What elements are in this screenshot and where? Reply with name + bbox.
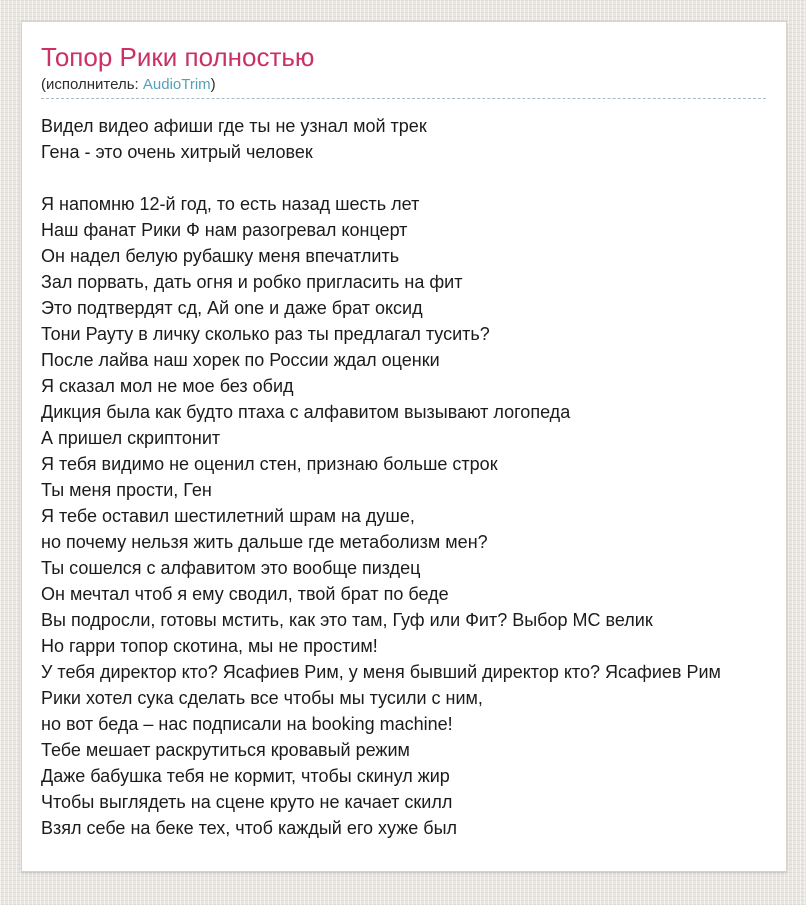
lyric-line: Я сказал мол не мое без обид <box>41 376 294 396</box>
lyric-line: Вы подросли, готовы мстить, как это там, Гуф или Фит? Выбор МС велик <box>41 610 653 630</box>
lyric-line: Но гарри топор скотина, мы не простим! <box>41 636 378 656</box>
lyric-line: Взял себе на беке тех, чтоб каждый его хуже был <box>41 818 458 838</box>
lyric-line: Я тебя видимо не оценил стен, признаю больше строк <box>41 454 498 474</box>
artist-line <box>41 75 766 94</box>
lyric-line: Видел видео афиши где ты не узнал мой трек <box>41 116 427 136</box>
header <box>41 42 766 99</box>
lyrics-card <box>21 21 787 872</box>
artist-link[interactable]: AudioTrim <box>142 76 211 93</box>
lyric-line: Дикция была как будто птаха с алфавитом вызывают логопеда <box>41 402 571 422</box>
lyric-line: Зал порвать, дать огня и робко пригласить на фит <box>41 272 463 292</box>
lyric-line: Чтобы выглядеть на сцене круто не качает скилл <box>41 792 453 812</box>
lyric-line <box>41 165 766 191</box>
lyric-line: Гена - это очень хитрый человек <box>41 142 313 162</box>
lyric-line: У тебя директор кто? Ясафиев Рим, у меня бывший директор кто? Ясафиев Рим <box>41 662 721 682</box>
lyric-line: Я тебе оставил шестилетний шрам на душе, <box>41 506 415 526</box>
lyric-line: Я напомню 12-й год, то есть назад шесть лет <box>41 194 420 214</box>
lyrics-text <box>41 113 766 841</box>
lyric-line: Тони Рауту в личку сколько раз ты предлагал тусить? <box>41 324 490 344</box>
lyric-line: Ты сошелся с алфавитом это вообще пиздец <box>41 558 421 578</box>
lyric-line: Он надел белую рубашку меня впечатлить <box>41 246 400 266</box>
lyric-line: Тебе мешает раскрутиться кровавый режим <box>41 740 410 760</box>
lyric-line: Ты меня прости, Ген <box>41 480 212 500</box>
lyric-line: Даже бабушка тебя не кормит, чтобы скинул жир <box>41 766 450 786</box>
lyric-line: Рики хотел сука сделать все чтобы мы тусили с ним, <box>41 688 483 708</box>
lyric-line: но почему нельзя жить дальше где метаболизм мен? <box>41 532 488 552</box>
artist-label: (исполнитель: <box>41 76 143 93</box>
lyric-line: Он мечтал чтоб я ему сводил, твой брат по беде <box>41 584 449 604</box>
lyric-line: но вот беда – нас подписали на booking machine! <box>41 714 453 734</box>
page-title: Топор Рики полностью <box>41 42 315 72</box>
lyric-line: Наш фанат Рики Ф нам разогревал концерт <box>41 220 408 240</box>
lyric-line: А пришел скриптонит <box>41 428 221 448</box>
artist-line-close-paren: ) <box>210 76 216 93</box>
lyric-line: Это подтвердят сд, Ай one и даже брат оксид <box>41 298 423 318</box>
lyric-line: После лайва наш хорек по России ждал оценки <box>41 350 440 370</box>
